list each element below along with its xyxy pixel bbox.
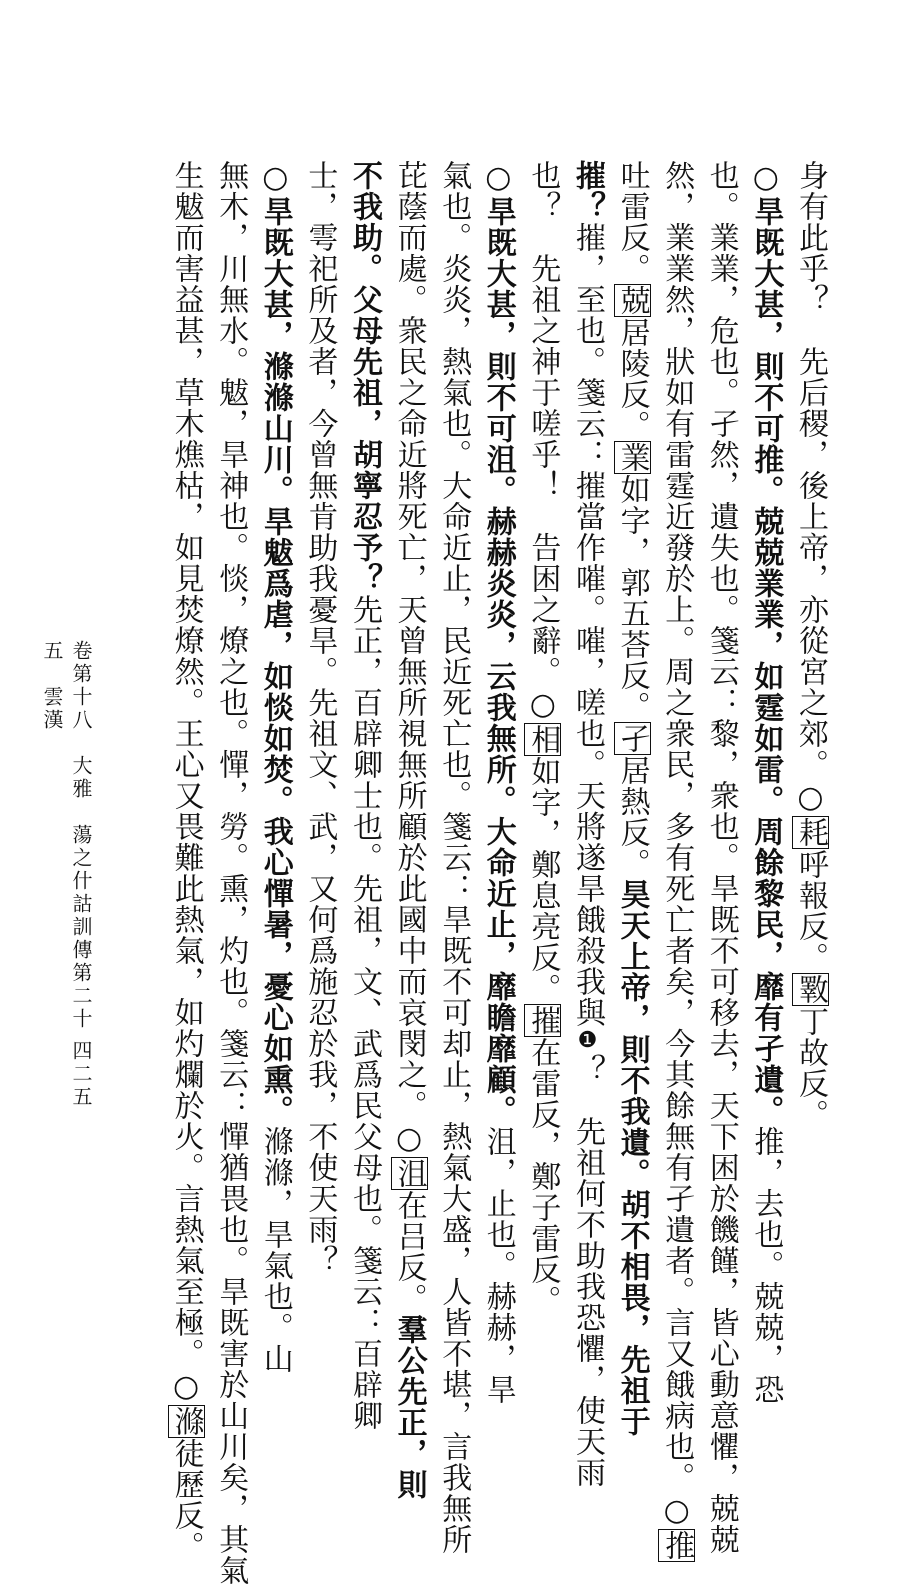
boxed-headword: 斁 (793, 974, 828, 1005)
verse-text: 不我助。父母先祖，胡寧忍予？ (347, 160, 382, 594)
text-column (166, 160, 206, 1562)
text-column (790, 160, 830, 1270)
text-column (701, 160, 741, 1555)
commentary-text: 先正，百辟卿士也。先祖，文、武爲民父母也。箋云：百辟卿 (347, 594, 382, 1431)
text-column (656, 160, 696, 1561)
verse-text: ○旱既大甚，滌滌山川。旱魃爲虐，如惔如焚。我心憚暑，憂心如熏。 (257, 160, 293, 1126)
text-column (522, 160, 562, 1316)
commentary-text: 生魃而害益甚，草木燋枯，如見焚燎然。王心又畏難此熱氣，如灼爛於火。言熱氣至極。○ (168, 160, 204, 1405)
commentary-text: 身有此乎？ 先后稷，後上帝，亦從宮之郊。○ (793, 160, 828, 816)
commentary-text: 如字，郭五荅反。 (614, 474, 650, 722)
verse-text: ○旱既大甚，則不可沮。赫赫炎炎，云我無所。大命近止，靡瞻靡顧。 (480, 160, 516, 1126)
commentary-text: 在雷反，鄭子雷反。 (525, 1037, 561, 1316)
verse-text: 羣公先正，則 (391, 1314, 427, 1500)
commentary-text: 如字，鄭息亮反。 (525, 756, 561, 1004)
commentary-text: 居陵反。 (614, 317, 650, 441)
commentary-text: 吐雷反。 (614, 160, 650, 284)
text-column (612, 160, 652, 1437)
commentary-text: 也。業業，危也。孑然，遺失也。箋云：黎，衆也。旱既不可移去，天下困於饑饉，皆心動意懼，兢兢 (703, 160, 739, 1555)
boxed-headword: 兢 (614, 285, 650, 316)
commentary-text: 居熱反。 (614, 755, 650, 879)
commentary-text: 沮，止也。赫赫，旱 (480, 1126, 516, 1405)
commentary-text: 芘蔭而處。衆民之命近將死亡，天曾無所視無所顧於此國中而哀閔之。○ (391, 160, 427, 1157)
verse-text: 摧？ (570, 160, 605, 222)
running-head: 卷第十八 大雅 蕩之什詁訓傳第二十五 雲漢 (40, 640, 93, 1031)
text-column (344, 160, 384, 1431)
commentary-text: 徒歷反。 (168, 1438, 204, 1562)
commentary-text: 士，雩祀所及者，今曾無肯助我憂旱。先祖文、武，又何爲施忍於我，不使天雨？ (302, 160, 338, 1276)
boxed-headword: 耗 (793, 817, 828, 848)
boxed-headword: 推 (659, 1530, 695, 1561)
commentary-text: 推，去也。兢兢，恐 (748, 1126, 784, 1405)
commentary-text: ？ 先祖何不助我恐懼，使天雨 (570, 1054, 605, 1488)
verse-text: 昊天上帝，則不我遺。胡不相畏，先祖于 (614, 879, 650, 1437)
boxed-headword: 摧 (525, 1005, 561, 1036)
commentary-text: 然，業業然，狀如有雷霆近發於上。周之衆民，多有死亡者矣，今其餘無有孑遺者。言又餓病也。○ (659, 160, 695, 1529)
text-column (299, 160, 339, 1276)
commentary-text: 滌滌，旱氣也。山 (257, 1126, 293, 1374)
text-column (567, 160, 607, 1488)
text-column (745, 160, 785, 1405)
boxed-headword: 滌 (168, 1406, 204, 1437)
commentary-text: 丁故反。 (793, 1006, 828, 1130)
note-marker: ❶ (575, 1028, 600, 1054)
text-column (389, 160, 429, 1500)
boxed-headword: 相 (525, 724, 561, 755)
commentary-text: 氣也。炎炎，熱氣也。大命近止，民近死亡也。箋云：旱既不可却止，熱氣大盛，人皆不堪，言我無所 (436, 160, 472, 1555)
commentary-text: 也？ 先祖之神于嗟乎！ 告困之辭。○ (525, 160, 561, 723)
boxed-headword: 孑 (614, 723, 650, 754)
commentary-text: 在吕反。 (391, 1190, 427, 1314)
text-column (210, 160, 250, 1586)
commentary-text: 無木，川無水。魃，旱神也。惔，燎之也。憚，勞。熏，灼也。箋云：憚猶畏也。旱既害於山川矣，其氣 (213, 160, 249, 1586)
page-number: 四二五 (69, 1040, 93, 1109)
commentary-text: 摧，至也。箋云：摧當作嗺。嗺，嗟也。天將遂旱餓殺我與 (570, 222, 605, 1028)
verse-text: ○旱既大甚，則不可推。兢兢業業，如霆如雷。周餘黎民，靡有孑遺。 (748, 160, 784, 1126)
text-column (478, 160, 518, 1405)
text-column (255, 160, 295, 1374)
text-column (433, 160, 473, 1555)
commentary-text: 呼報反。 (793, 849, 828, 973)
boxed-headword: 沮 (391, 1158, 427, 1189)
boxed-headword: 業 (614, 442, 650, 473)
